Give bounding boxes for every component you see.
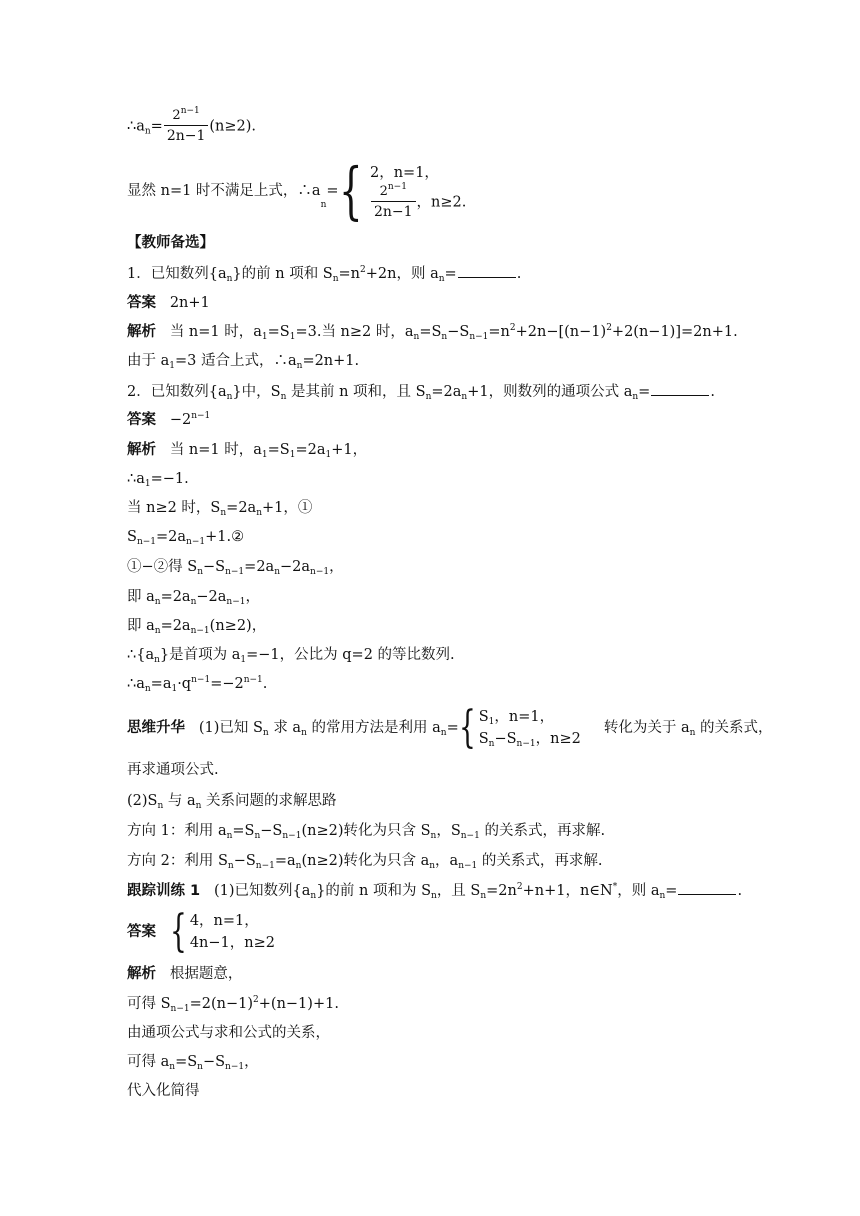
answer-1: 答案 2n+1 — [127, 295, 210, 311]
step-6: 即 $a_n=2a_{n-1}(n\ge 2)$， — [127, 618, 267, 636]
step-3: $S_{n-1}=2a_{n-1}+1.②$ — [127, 529, 245, 547]
question-1: 1．已知数列$\{a_n\}$的前 n 项和 $S_n=n^2+2n$，则 $a_n=$ . — [127, 265, 522, 284]
answer-3: 答案 { 4，n=1， 4n−1，n≥2 — [127, 906, 275, 957]
direction-2: 方向 2：利用 $S_n-S_{n-1}=a_n(n\ge 2)$转化为只含 $a_n$，$a_{n-1}$ 的关系式，再求解. — [127, 853, 603, 871]
analysis-3: 解析 根据题意， — [127, 966, 243, 982]
question-2: 2．已知数列$\{a_n\}$中，$S_n$ 是其前 n 项和，且 $S_n=2a_n+1$，则数列的通项公式 $a_n=$ . — [127, 384, 715, 402]
summary-line-1: 思维升华 (1)已知 $S_n$ 求 $a_n$ 的常用方法是利用 $a_n=${ $S_1$，n=1， $S_n-S_{n-1}$，n≥2 转化为关于 $a_n$ 的关系式， — [127, 702, 773, 753]
analysis-1-cont: 由于 $a_1=3$ 适合上式，$\therefore a_n=2n+1$. — [127, 353, 360, 371]
tracking-exercise: 跟踪训练 1 (1)已知数列$\{a_n\}$的前 n 项和为 $S_n$，且 $S_n=2n^2+n+1$，n∈N*，则 $a_n=$ . — [127, 882, 743, 901]
direction-1: 方向 1：利用 $a_n=S_n-S_{n-1}(n\ge 2)$转化为只含 $S_n$，$S_{n-1}$ 的关系式，再求解. — [127, 823, 606, 841]
analysis-3-line-4: 可得 $a_n=S_n-S_{n-1}$， — [127, 1054, 259, 1072]
teacher-section-title: 【教师备选】 — [127, 235, 214, 251]
step-2: 当 n≥2 时，$S_n=2a_n+1$，① — [127, 500, 313, 518]
analysis-3-line-3: 由通项公式与求和公式的关系， — [127, 1025, 330, 1041]
analysis-1: 解析 当 n=1 时，$a_1=S_1=3$.当 n≥2 时，$a_n=S_n-S_{n-1}=n^2+2n-[(n-1)^2+2(n-1)]=2n+1$. — [127, 323, 738, 342]
formula-line-1: $\therefore a_n=$ $\frac{2^{n-1}}{2n-1}$ (n≥2). — [127, 106, 257, 144]
analysis-3-line-2: 可得 $S_{n-1}=2(n-1)^2+(n-1)+1$. — [127, 995, 339, 1014]
step-4: ①−②得 $S_n-S_{n-1}=2a_n-2a_{n-1}$， — [127, 559, 344, 577]
step-1: $\therefore a_1=-1$. — [127, 471, 189, 489]
answer-2: 答案 $-2^{n-1}$ — [127, 411, 211, 428]
step-5: 即 $a_n=2a_n-2a_{n-1}$， — [127, 589, 260, 607]
piecewise-line: 显然 n=1 时不满足上式，$\therefore a_n=${ 2，n=1， $\frac{2^{n-1}}{2n-1}$ ，n≥2. — [127, 154, 467, 227]
summary-line-1-cont: 再求通项公式. — [127, 762, 219, 778]
analysis-3-line-5: 代入化简得 — [127, 1083, 200, 1099]
step-8: $\therefore a_n=a_1\cdot q^{n-1}=-2^{n-1}$. — [127, 675, 268, 694]
step-7: $\therefore\{a_n\}$是首项为 $a_1=-1$，公比为 q=2 的等比数列. — [127, 647, 455, 665]
analysis-2: 解析 当 n=1 时，$a_1=S_1=2a_1+1$， — [127, 442, 368, 460]
summary-line-2: $(2)S_n$ 与 $a_n$ 关系问题的求解思路 — [127, 793, 337, 811]
